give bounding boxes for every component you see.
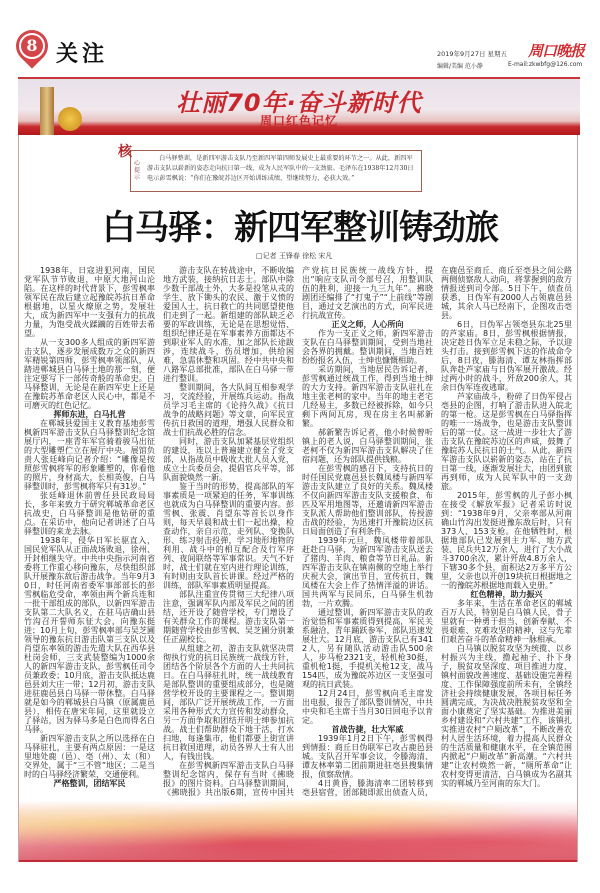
contact-email: E-mail:zkwbfg@126.com (508, 61, 583, 68)
core-summary-char: 核 (118, 144, 132, 160)
article-paragraph: 4日黄昏，滕海清率二团转移到亳县宿营，团部随即派出侦查人员，在鹿邑至商丘、商丘至亳县之间公路两侧侦察敌人动向，将掌握到的敌方情报送到司令部。5日下午，侦查员获悉，日伪军有2000人占领鹿邑县城，其余人马已经南下，企图攻击亳县。 (302, 266, 572, 797)
article-subheading: 正义之师，人心所向 (331, 320, 404, 329)
section-title: 关注 (56, 41, 109, 67)
article-paragraph: 张廷峰退休前曾任县民政局局长，多年来致力于研究郸城革命老区抗战史，白马驿整训是他钻研的重点。在采访中，他向记者讲述了白马驿整训的来龙去脉。 (24, 491, 155, 536)
watercolor-decoration (19, 800, 577, 860)
article-paragraph: 鉴于当时的形势，提高部队的军事素质是一项紧迫的任务，军事训练也就成为白马驿整训的重要内容。彭雪枫、张震、肖望东等首长以身作则，每天早晨和战士们一起出操，检查动作，亲自示范，走列队、变换队形、练习射击投弹，学习地形地物的利用、战斗中的相互配合及行军序列、夜间联络等军事常识。天气不好时，战士们就在室内进行理论训练，有时则由支队首长讲课。经过严格的训练，部队军事素质明显提高。 (163, 482, 294, 590)
article-subheading: 严格整训，团结军民 (53, 779, 126, 788)
article-subheading: 首战告捷，壮大军威 (331, 725, 404, 734)
article-paragraph: 采访期间，当地居民告诉记者，彭雪枫通过统战工作，得到当地士绅的大力支持。新四军游击支队驻扎在地主张老柯的家中。当年的地主老宅几经易主，多数已经被拆除，如今只剩下两间瓦房，现在房主名叫郝新繁。 (302, 365, 433, 428)
article-paragraph: 6日，日伪军占领亳县东北25里的芦家庙。8日，彭雪枫根据情报，决定趁日伪军立足未稳之际，予以迎头打击。接到彭雪枫下达的作战命令后，8日夜，滕海清、谭友林指挥部队奔赴芦家庙与日伪军展开激战。经过两小时的战斗，歼敌200余人，其余日伪军连夜逃窜。 (441, 320, 572, 392)
article-paragraph: 1938年，侵华日军长驱直入，国民党军队从正面战场败退，徐州、开封相继失守。中共中央指示河南省委将工作重心移向豫东，尽快组织部队开展豫东敌后游击战争。当年9月30日，时任河南省委军事部部长的彭雪枫临危受命，率领由两个新兵连和一批干部组成的部队，以新四军游击支队第二大队名义，在驻马店确山县竹沟召开誓师东征大会，向豫东挺进；10月上旬，彭雪枫率部与吴芝圃领导的豫东抗日游击队第三支队以及肖望东率领的游击先遣大队在西华县杜岗会师，三支武装整编为1000余人的新四军游击支队，彭雪枫任司令员兼政委；10月底，游击支队抵达鹿邑县刘大庄一带；12月初，游击支队进驻鹿邑县白马驿一带休整。白马驿就是如今的郸城县白马镇（原属鹿邑县），相传在唐宋年间，这里就设立了驿站，因为驿马多是白色而得名白马驿。 (24, 536, 155, 734)
article-subheading: 挥师东进，白马扎营 (53, 410, 126, 419)
article-paragraph: 1939年元旦，魏凤楼带着部队赶赴白马驿，为新四军游击支队送去了猪肉、羊肉、粮食等节日礼品。新四军游击支队在镇南侧的空地上举行庆祝大会，演出节目，宣传抗日，魏凤楼在大会上作了热情洋溢的讲话。国共两军与民同乐，白马驿生机勃勃，一片欢腾。 (302, 536, 433, 608)
article-paragraph: 部队注重宣传贯彻三大纪律八项注意，强调军队内部及军民之间的团结，还开设了随营学校，专门增设了有关群众工作的课程。游击支队第一期随营学校由彭雪枫、吴芝圃分别兼任正副校长。 (163, 590, 294, 644)
article-paragraph: 从组建之初，游击支队就坚决贯彻执行党的抗日民族统一战线方针，团结各个阶层各个方面的人士共同抗日。在白马驿驻扎时，统一战线教育是部队整训的重要组成部分，也是随营学校开设的主要课程之一。整训期间，部队广泛开展统战工作，一方面采用各种形式大力宣传和发动群众，另一方面争取和团结开明士绅参加抗战。战士们帮助群众下地干活，打水扫地，每逢集市，他们都要上街宣讲抗日救国道理，动员各界人士有人出人，有钱出钱。 (163, 644, 294, 761)
article-paragraph: 白马镇以脱贫攻坚为统揽、以乡村振兴为主线，撸起袖子、扑下身子，脱贫攻坚深度、项目推进力度、镇村面貌改善速度、基础设施完善程度、工作保障强度前所未有，全镇经济社会持续健康发展，各项目标任务圆满完成，为决战决胜脱贫攻坚和全面小康奠定了坚实基础。为推进美丽乡村建设和“六村共建”工作，该镇扎实推进农村“户厕改革”，不断改善农村人居生活环境，着力提高人民群众的生活质量和健康水平，在全镇范围内掀起“户厕改革”新高潮。“六村共建”让农村焕然一新，“厕所革命”让农村变得更清洁，白马镇成为名副其实的郸城乃至河南的东大门。 (441, 644, 572, 788)
article-subheading: 红色精神，助力振兴 (470, 590, 543, 599)
article-paragraph: 芦家庙战斗，粉碎了日伪军侵占亳县的企图，打响了游击队进入皖北的第一枪。这是彭雪枫在白马驿指挥的唯一一场战争，也是游击支队整训后的第一仗。这一战进一步壮大了游击支队在豫皖苏边区的声威，鼓舞了豫皖苏人民抗日的士气。从此，新四军游击支队以崭新的姿态，站在了抗日第一线，逐渐发展壮大，由团到旅再到师，成为人民军队中的一支劲旅。 (441, 392, 572, 491)
article-paragraph: 新四军游击支队之所以选择在白马驿驻扎，主要有两点原因：一是这里地处鹿（邑）、亳（州）、太（和）交界处，属于“三不管”地区；二是当时的白马驿经济繁荣，交通便利。 (24, 734, 155, 779)
core-summary-text: 白马驿整训，是新四军游击支队乃至新四军第四师发展史上最重要的环节之一。从此，新四军游击支队以崭新的姿态走向抗日第一线，成为人民军队中的一支劲旅。毛泽东在1938年12月30日电示彭雪枫说：“你们在豫皖苏边区开始训练成绩，望继续努力，必获大效。” (147, 155, 414, 182)
article-paragraph: 在彭雪枫的感召下，支持抗日的时任国民党鹿邑县长魏凤楼与新四军游击支队建立了良好的关系。魏凤楼不仅向新四军游击支队支援粮食、布匹及军用地图等，还邀请新四军游击支队派人帮助他们整训部队，传授游击战的经验，为迅速打开豫皖边区抗日局面创造了有利条件。 (302, 464, 433, 536)
article-body (24, 266, 572, 797)
article-paragraph: 同时，游击支队加紧基层党组织的建设，连以上普遍建立健全了党支部，从指战员中吸收大批人员入党，成立士兵委员会，提倡官兵平等，部队面貌焕然一新。 (163, 437, 294, 482)
article-paragraph: 通过整训，新四军游击支队的政治觉悟和军事素质得到提高，军民关系融洽，青年踊跃参军，部队迅速发展壮大。12月底，游击支队已有3412人，另有随队活动游击队500余人，步马枪2321支，轻机枪30挺，重机枪1挺，手提机关枪12支，战马154匹，成为豫皖苏边区一支坚强可观的抗日武装。 (302, 608, 433, 689)
article-paragraph: 在郸城县爱国主义教育基地彭雪枫新四军游击支队白马驿整训纪念馆展厅内，一座青年军官骑着骏马出征的大型雕塑伫立在展厅中央。展馆负责人张廷峰向记者介绍：“雕像是按照彭雪枫将军的形象雕塑的，你看他的照片，身材高大，长相英俊，白马驿整训时，彭雪枫将军只有31岁。” (24, 419, 155, 491)
page-number-text: 8 (19, 33, 45, 59)
article-paragraph: 12月24日，彭雪枫向毛主席发出电报，报告了部队整训情况，中共中央和毛主席于当月30日回电予以肯定。 (302, 689, 433, 725)
article-paragraph: 1938年，日寇进犯河南，国民党军队节节败退，中原大地河山沦陷。在这样的时代背景下，彭雪枫率领军民在敌后建立起豫皖苏抗日革命根据地，以星火燎原之势，发展壮大，成为新四军中一支强有力的抗战力量，为饱受战火蹂躏的百姓带去希望。 (24, 266, 155, 338)
banner-subtitle: 周口红色记忆 (259, 114, 338, 128)
article-paragraph: 1939年1月2日下午，彭雪枫得到情报：商丘日伪联军已攻占鹿邑县城。支队召开军事会议，令滕海清、谭友林率第二团前期进驻亳县搜集情报，侦察敌情。 (302, 734, 433, 779)
footer-rule (19, 860, 577, 862)
page-number (16, 30, 48, 62)
feature-banner (18, 79, 580, 135)
core-summary-label: 心提示 (134, 160, 141, 181)
article-paragraph: 2015年，彭雪枫的儿子彭小枫在接受《解放军报》记者采访时说到：“1938年9月，父亲率部从河南确山竹沟出发挺进豫东敌后时，只有373人、153支枪。在他牺牲时，根据地部队已发展到主力军、地方武装、民兵共12万余人，进行了大小战斗3700余次，累计歼敌4.8万余人，下辖30多个县，面积达2万多平方公里，父亲也以开创19块抗日根据地之一的豫皖苏根据地而载入史册。” (441, 491, 572, 590)
article-paragraph: 从一支300多人组成的新四军游击支队，逐步发展成数万之众的新四军精锐第四师，彭雪枫率领部队，从踏进郸城县白马驿土地的那一刻，便注定要写下一部传奇般的革命史。白马驿整训，无论是在新四军史上还是在豫皖苏革命老区人民心中，都是不可磨灭的红色记忆。 (24, 338, 155, 410)
editor-credit: 编辑/美编 范小静 (437, 63, 483, 70)
article-paragraph: 游击支队在转战途中，不断收编地方武装，接纳抗日志士。部队中除少数干部战士外，大多是投笔从戎的学生、放下锄头的农民、激于义愤的爱国人士，抗日救亡的共同愿望使他们走到了一起。新组建的部队缺乏必要的军政训练，无论是在思想觉悟、组织纪律还是在军事素养方面都达不到职业军人的水准，加之部队长途跋涉，连续战斗，伤员增加，供给困难，急需休整和巩固。经中共中央和八路军总部批准，部队在白马驿一带进行整训。 (163, 266, 294, 383)
article-paragraph: 郝新繁告诉记者，他小时候曾听镇上的老人说，白马驿整训期间，张老柯不仅为新四军游击支队解决了住宿问题，还为部队提供钱粮。 (302, 428, 433, 464)
article-paragraph: 整训期间，各大队间互相参观学习，交流经验，开展练兵运动。指战员学习毛主席的《论持久战》《抗日战争的战略问题》等文章，向军民宣传抗日救国的道理，增强人民群众和战士们抗战必胜的信念。 (163, 383, 294, 437)
article-paragraph: 在彭雪枫新四军游击支队白马驿整训纪念馆内，保存有当时《拂晓报》的图片资料。白马驿整训期间，《拂晓报》共出版6期，宣传中国共产党抗日民族统一战线方针，提出“响应支队司令部号召，用整训队伍的胜利，迎接一九三九年”。拂晓剧团还编排了“打鬼子”“上前线”等剧目，通过文艺演出的方式，向军民进行抗战宣传。 (163, 266, 433, 797)
article-paragraph: 作为一支正义之师，新四军游击支队在白马驿整训期间，受到当地社会各界的拥戴。整训期间，当地百姓纷纷报名入伍，士绅也慷慨相助。 (302, 329, 433, 365)
banner-title: 壮丽70年·奋斗新时代 (176, 89, 422, 117)
article-paragraph: 多年来，生活在革命老区的郸城百万人民，特别是白马镇人民，骨子里就有一种勇于担当、创新奉献、不畏艰难、克难攻坚的精神，这与先辈们艰苦奋斗的革命精神一脉相承。 (441, 599, 572, 644)
newspaper-logo: 周口晚报 (528, 42, 585, 60)
article-headline: 白马驿：新四军整训铸劲旅 (102, 208, 498, 248)
article-byline: □记者 王锋春 徐松 宋凡 (256, 252, 333, 260)
issue-date: 2019年9月27日 星期五 (437, 50, 508, 58)
